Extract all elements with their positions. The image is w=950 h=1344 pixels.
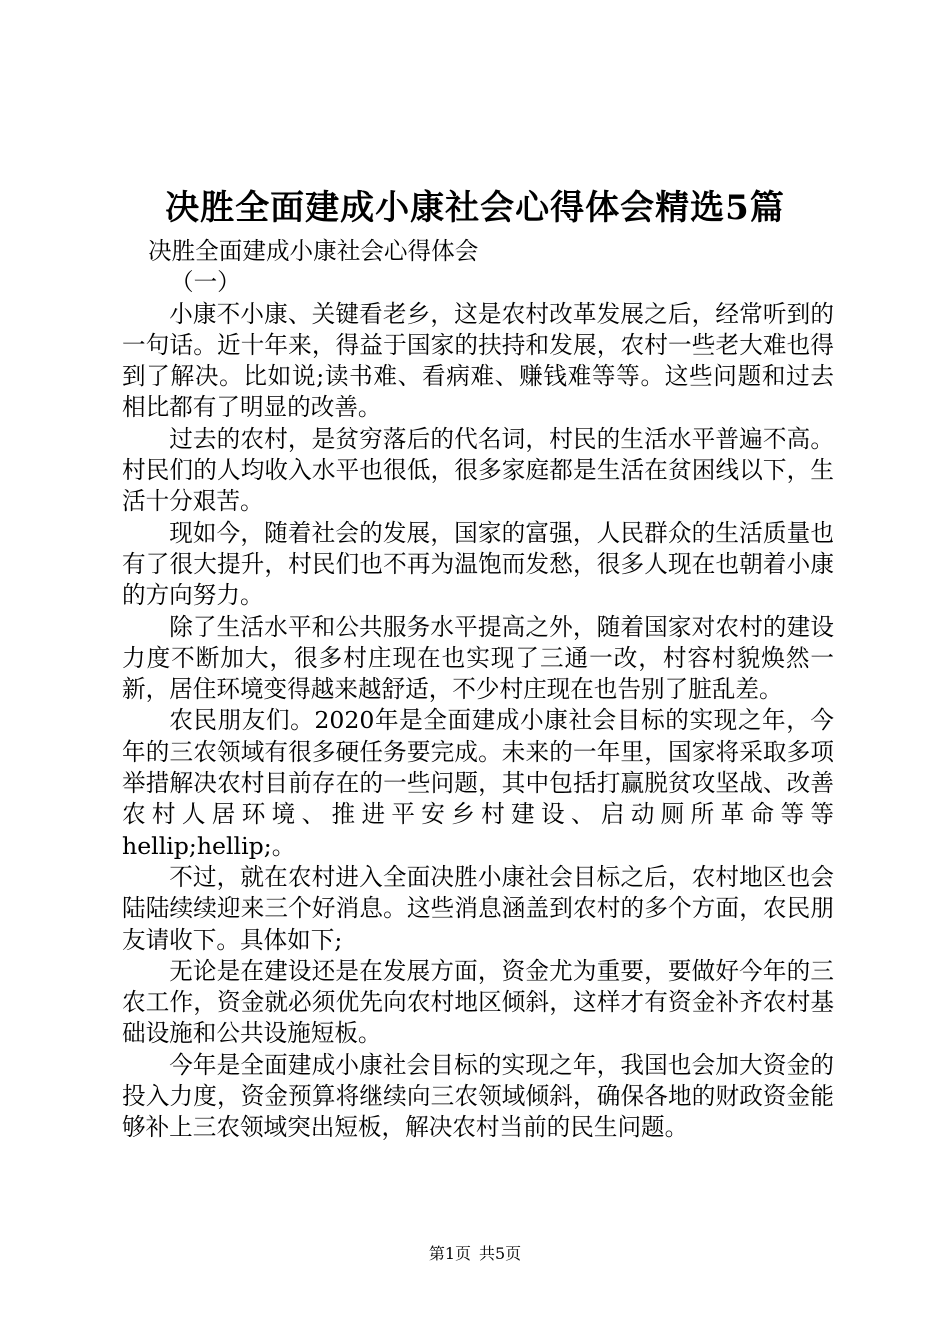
paragraph-6: 不过，就在农村进入全面决胜小康社会目标之后，农村地区也会陆陆续续迎来三个好消息。这些消息涵盖到农村的多个方面，农民朋友请收下。具体如下; — [122, 862, 834, 954]
paragraph-7: 无论是在建设还是在发展方面，资金尤为重要，要做好今年的三农工作，资金就必须优先向农村地区倾斜，这样才有资金补齐农村基础设施和公共设施短板。 — [122, 956, 834, 1048]
page-number: 第1页 — [428, 1244, 471, 1263]
page-footer — [0, 1243, 950, 1265]
document-subtitle: 决胜全面建成小康社会心得体会 — [148, 237, 479, 265]
paragraph-8: 今年是全面建成小康社会目标的实现之年，我国也会加大资金的投入力度，资金预算将继续向三农领域倾斜，确保各地的财政资金能够补上三农领域突出短板，解决农村当前的民生问题。 — [122, 1050, 834, 1142]
paragraph-1: 小康不小康、关键看老乡，这是农村改革发展之后，经常听到的一句话。近十年来，得益于国家的扶持和发展，农村一些老大难也得到了解决。比如说;读书难、看病难、赚钱难等等。这些问题和过去相比都有了明显的改善。 — [122, 299, 834, 422]
document-title: 决胜全面建成小康社会心得体会精选5篇 — [165, 188, 785, 228]
paragraph-5: 农民朋友们。2020年是全面建成小康社会目标的实现之年，今年的三农领域有很多硬任务要完成。未来的一年里，国家将采取多项举措解决农村目前存在的一些问题，其中包括打赢脱贫攻坚战、改善农村人居环境、推进平安乡村建设、启动厕所革命等等hellip;hellip;。 — [122, 706, 834, 860]
section-number: （一） — [170, 268, 241, 297]
paragraph-2: 过去的农村，是贫穷落后的代名词，村民的生活水平普遍不高。村民们的人均收入水平也很低，很多家庭都是生活在贫困线以下，生活十分艰苦。 — [122, 424, 834, 516]
document-body — [122, 236, 834, 1144]
paragraph-3: 现如今，随着社会的发展，国家的富强，人民群众的生活质量也有了很大提升，村民们也不再为温饱而发愁，很多人现在也朝着小康的方向努力。 — [122, 518, 834, 610]
page-total: 共5页 — [479, 1244, 522, 1263]
paragraph-4: 除了生活水平和公共服务水平提高之外，随着国家对农村的建设力度不断加大，很多村庄现在也实现了三通一改，村容村貌焕然一新，居住环境变得越来越舒适，不少村庄现在也告别了脏乱差。 — [122, 612, 834, 704]
